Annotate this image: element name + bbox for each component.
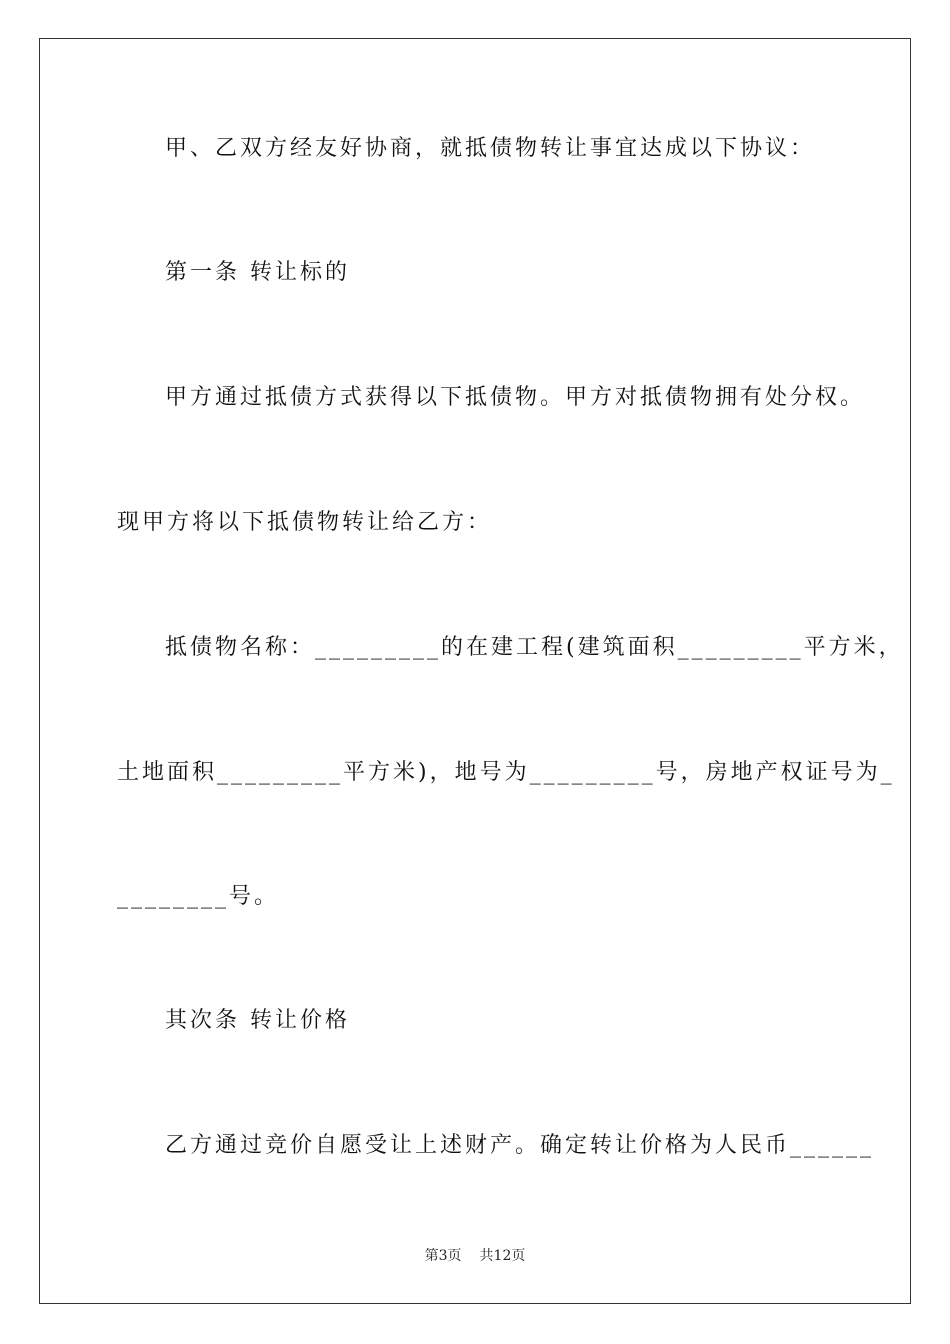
paragraph-transfer: 现甲方将以下抵债物转让给乙方：: [117, 510, 493, 535]
article-1-heading: 第一条 转让标的: [165, 260, 350, 285]
paragraph-asset-name: 抵债物名称：_________的在建工程(建筑面积_________平方米，: [165, 635, 904, 660]
paragraph-agreement-intro: 甲、乙双方经友好协商，就抵债物转让事宜达成以下协议：: [165, 136, 816, 161]
paragraph-price: 乙方通过竞价自愿受让上述财产。确定转让价格为人民币______: [165, 1133, 875, 1158]
paragraph-land-area: 土地面积_________平方米)，地号为_________号，房地产权证号为_: [117, 760, 895, 785]
page-number-current: 第3页: [424, 1248, 462, 1264]
paragraph-certificate-number: ________号。: [117, 884, 280, 909]
page-frame: [39, 38, 911, 1304]
article-2-heading: 其次条 转让价格: [165, 1008, 350, 1033]
page-footer: [0, 1246, 950, 1266]
paragraph-ownership: 甲方通过抵债方式获得以下抵债物。甲方对抵债物拥有处分权。: [165, 385, 866, 410]
page-number-total: 共12页: [479, 1248, 526, 1264]
